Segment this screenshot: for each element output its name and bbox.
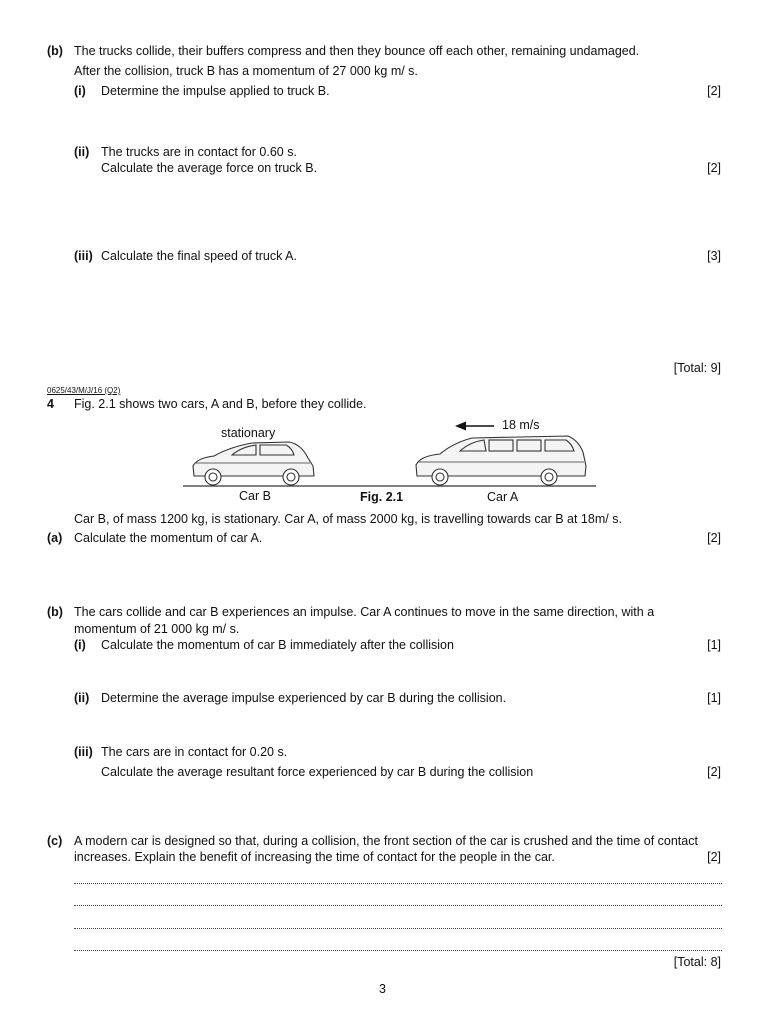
part-b-text-line2: After the collision, truck B has a momentum of 27 000 kg m/ s. [74, 64, 418, 78]
q4-part-b-line2: momentum of 21 000 kg m/ s. [74, 622, 240, 636]
answer-line[interactable] [74, 950, 722, 951]
page-number: 3 [379, 982, 386, 996]
car-a-drawing [416, 436, 586, 485]
q4-part-b-ii-text: Determine the average impulse experienced by car B during the collision. [101, 691, 507, 705]
part-c-line2: increases. Explain the benefit of increasing the time of contact for the people in the car. [74, 850, 555, 864]
q4-part-b-iii-line1: The cars are in contact for 0.20 s. [101, 745, 288, 759]
part-b-ii-text-line2: Calculate the average force on truck B. [101, 161, 318, 175]
figure-caption: Fig. 2.1 [360, 490, 404, 504]
q4-part-b-iii-line2: Calculate the average resultant force experienced by car B during the collision [101, 765, 534, 779]
total-previous: [Total: 9] [673, 361, 721, 375]
left-arrow-icon [455, 422, 494, 431]
part-a-label: (a) [47, 531, 63, 545]
q4-part-b-i-text: Calculate the momentum of car B immediately after the collision [101, 638, 454, 652]
q4-part-b-i-marks: [1] [707, 638, 721, 652]
part-b-iii-label: (iii) [74, 249, 93, 263]
answer-line[interactable] [74, 883, 722, 884]
part-a-text: Calculate the momentum of car A. [74, 531, 263, 545]
part-b-i-label: (i) [74, 84, 86, 98]
total-question-4: [Total: 8] [673, 955, 721, 969]
part-b-ii-label: (ii) [74, 145, 90, 159]
q4-part-b-iii-label: (iii) [74, 745, 93, 759]
part-b-label: (b) [47, 44, 63, 58]
part-b-iii-text: Calculate the final speed of truck A. [101, 249, 297, 263]
part-c-label: (c) [47, 834, 63, 848]
part-b-i-marks: [2] [707, 84, 721, 98]
q4-part-b-line1: The cars collide and car B experiences an impulse. Car A continues to move in the same direction, with a [74, 605, 655, 619]
part-a-marks: [2] [707, 531, 721, 545]
part-b-ii-marks: [2] [707, 161, 721, 175]
car-a-label: Car A [487, 490, 519, 504]
stationary-label: stationary [221, 426, 276, 440]
question-number: 4 [47, 397, 54, 411]
speed-label: 18 m/s [502, 418, 540, 432]
part-b-i-text: Determine the impulse applied to truck B. [101, 84, 330, 98]
q4-part-b-label: (b) [47, 605, 63, 619]
part-b-ii-text-line1: The trucks are in contact for 0.60 s. [101, 145, 297, 159]
part-b-text-line1: The trucks collide, their buffers compress and then they bounce off each other, remaining undamaged. [74, 44, 640, 58]
q4-part-b-iii-marks: [2] [707, 765, 721, 779]
q4-part-b-ii-label: (ii) [74, 691, 90, 705]
answer-line[interactable] [74, 905, 722, 906]
question-context: Car B, of mass 1200 kg, is stationary. Car A, of mass 2000 kg, is travelling towards car B at 18m/ s. [74, 512, 622, 526]
part-c-line1: A modern car is designed so that, during a collision, the front section of the car is crushed and the time of contact [74, 834, 698, 848]
answer-line[interactable] [74, 928, 722, 929]
reference-code: 0625/43/M/J/16 (Q2) [47, 386, 121, 395]
car-b-label: Car B [239, 489, 271, 503]
q4-part-b-i-label: (i) [74, 638, 86, 652]
q4-part-b-ii-marks: [1] [707, 691, 721, 705]
question-intro: Fig. 2.1 shows two cars, A and B, before they collide. [74, 397, 367, 411]
car-b-drawing [193, 442, 314, 485]
part-c-marks: [2] [707, 850, 721, 864]
part-b-iii-marks: [3] [707, 249, 721, 263]
